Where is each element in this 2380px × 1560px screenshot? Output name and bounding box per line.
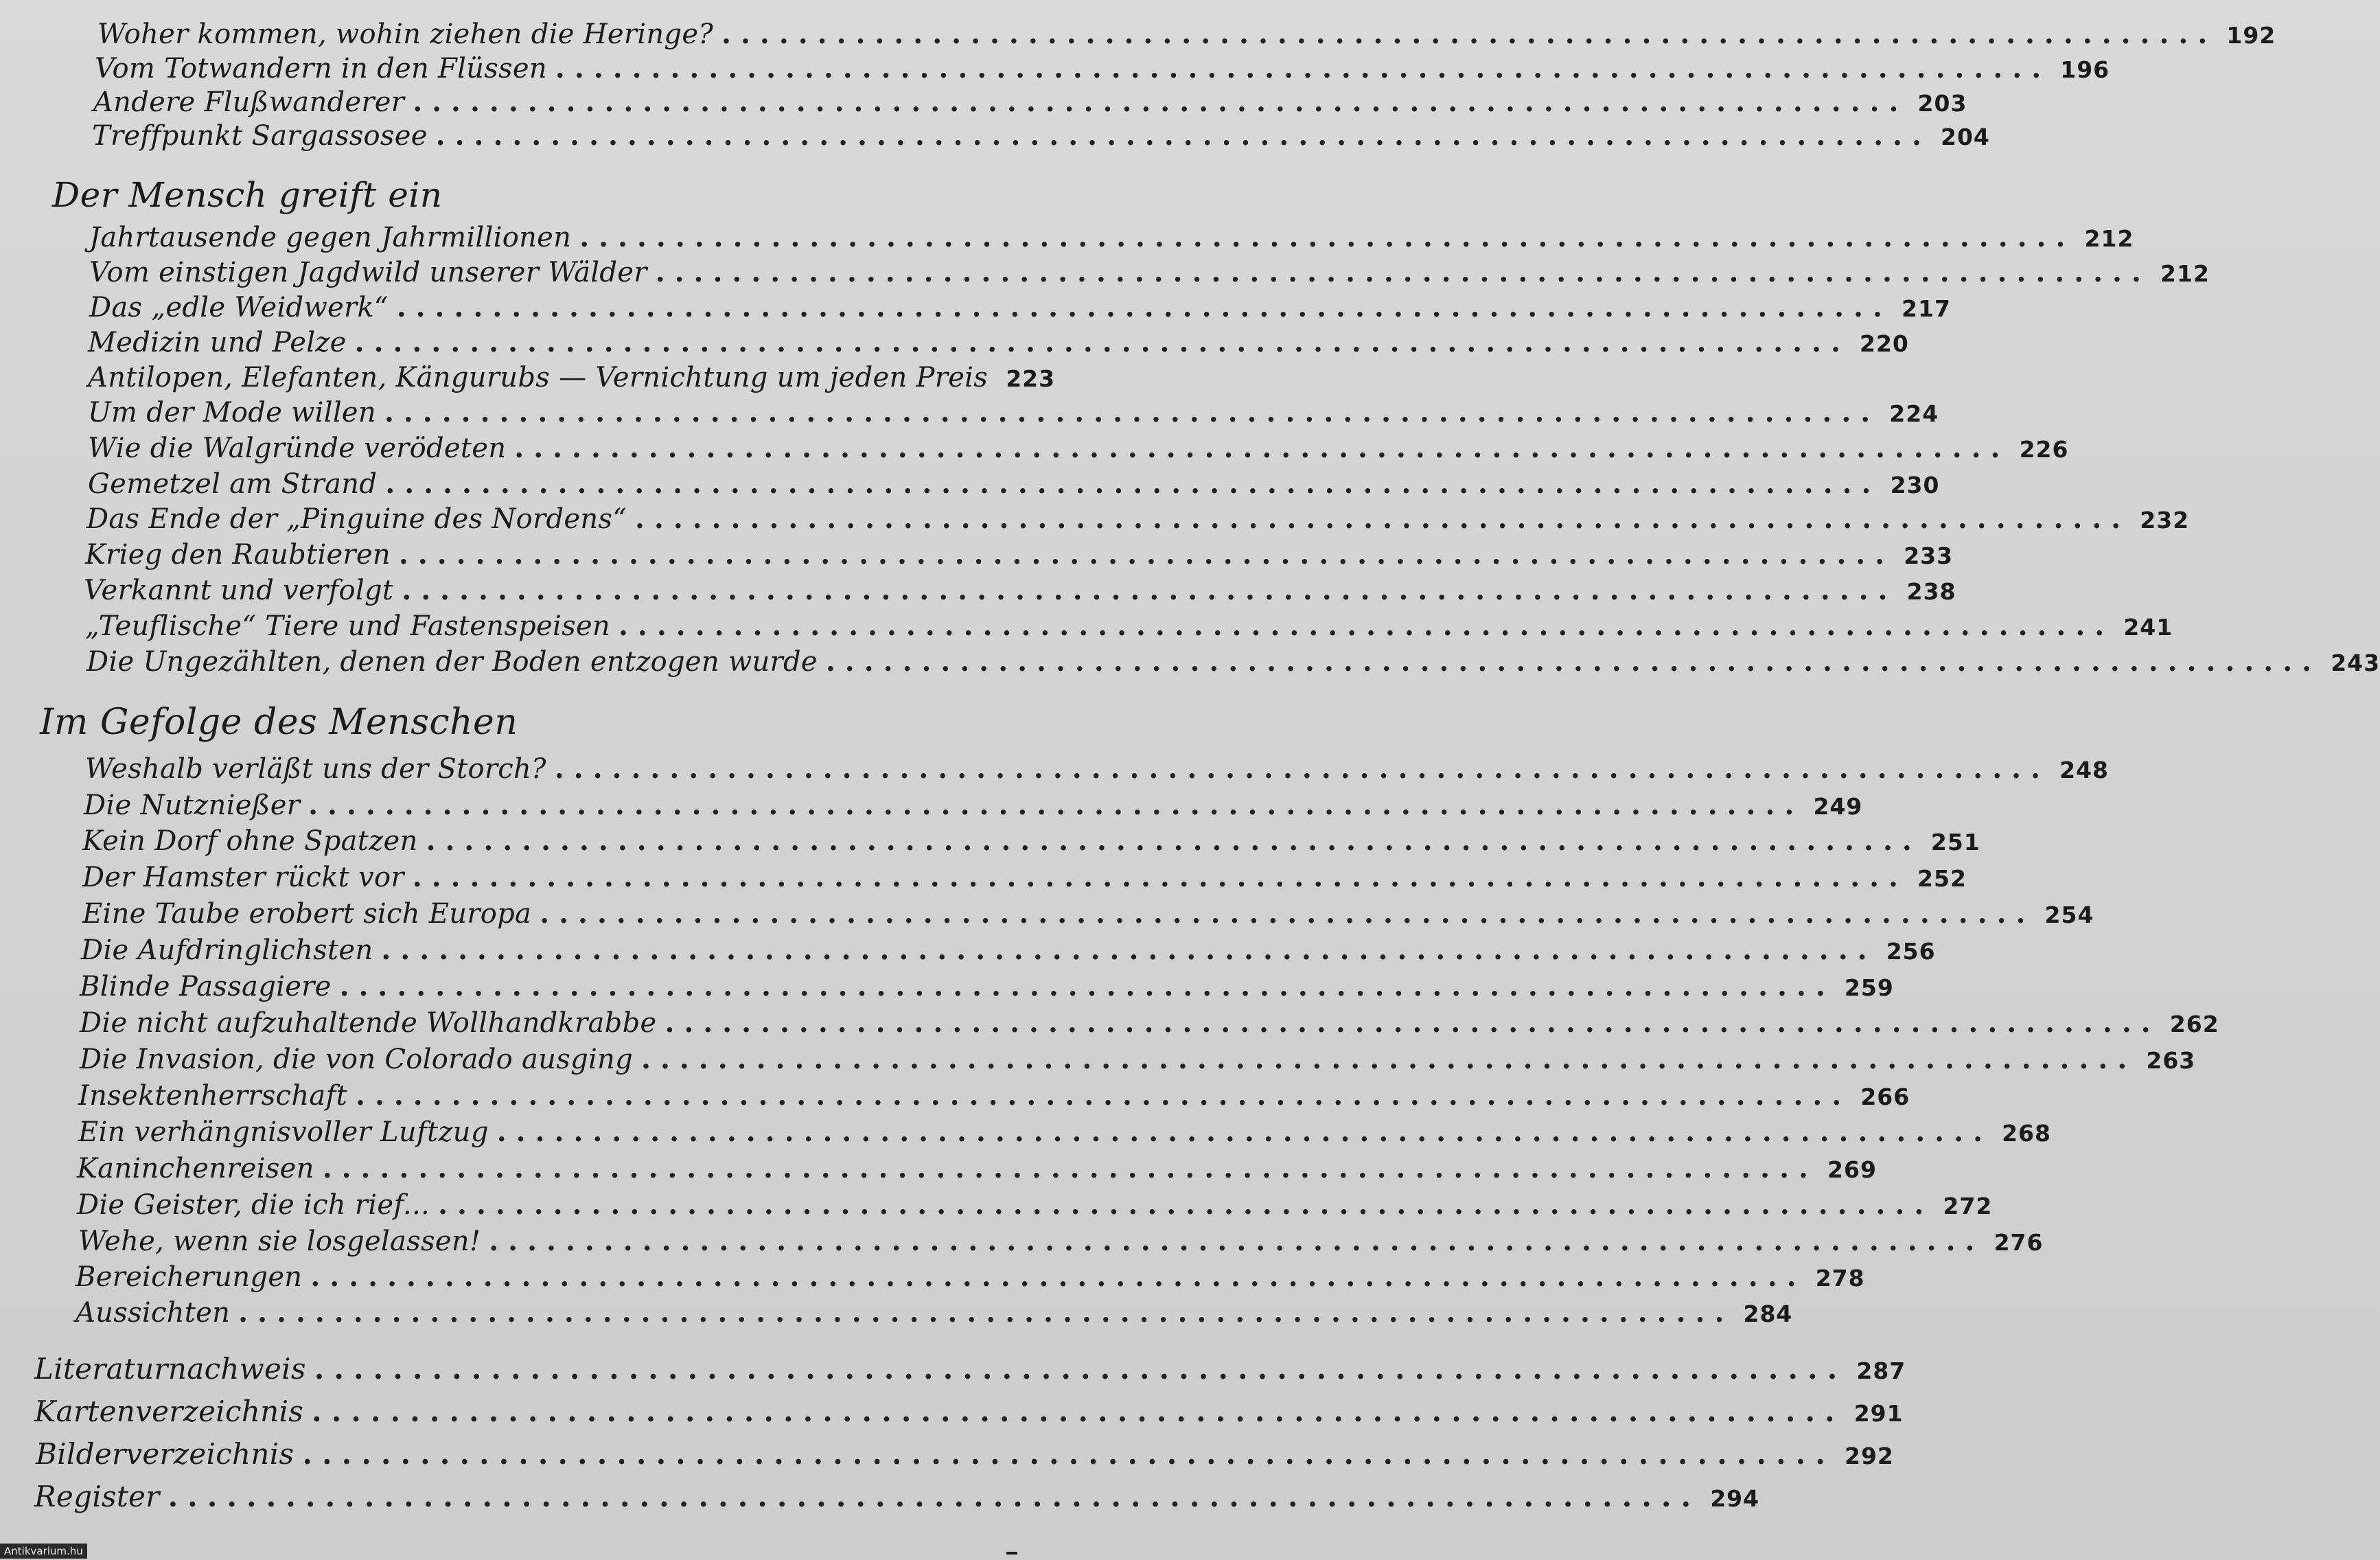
dot-leader: .............................................................................. [385,468,1881,500]
toc-entry-title: Die Ungezählten, denen der Boden entzogen wurde [86,646,818,678]
toc-entry-page: 203 [1917,90,1967,117]
toc-entry-page: 266 [1860,1083,1910,1110]
toc-entry-page: 287 [1856,1357,1906,1384]
toc-entry-page: 212 [2084,225,2134,252]
toc-entry-page: 249 [1813,793,1863,820]
dot-leader: .............................................................................. [426,825,1921,857]
dot-leader: .............................................................................. [641,1043,2137,1075]
toc-entry-page: 241 [2123,614,2173,641]
toc-entry [76,1259,1865,1295]
dot-leader: .............................................................................. [308,789,1804,821]
toc-entry [92,118,1990,154]
toc-entry-page: 223 [1006,365,1056,392]
toc-entry [77,1151,1877,1186]
toc-entry-page: 204 [1941,124,1990,150]
toc-entry-page: 268 [2002,1120,2051,1147]
dot-leader: .............................................................................. [322,1152,1818,1184]
toc-entry [82,860,1967,895]
toc-entry-page: 251 [1930,829,1980,856]
toc-entry-title: Aussichten [76,1297,231,1329]
toc-entry [97,16,2276,52]
toc-entry [93,84,1967,120]
toc-entry [78,1114,2051,1150]
toc-entry-page: 254 [2044,902,2094,928]
toc-entry-title: Wie die Walgründe verödeten [88,433,507,464]
dot-leader: .............................................................................. [496,1116,1992,1148]
dot-leader: .............................................................................. [435,119,1931,152]
toc-entry-title: Weshalb verläßt uns der Storch? [85,753,546,785]
dot-leader: .............................................................................. [619,610,2114,642]
dot-leader: .............................................................................. [339,970,1835,1002]
toc-entry-page: 238 [1906,578,1956,605]
dot-leader: .............................................................................. [354,326,1850,358]
toc-entry-page: 217 [1902,295,1951,322]
dot-leader: .............................................................................. [314,1352,1847,1386]
toc-entry-page: 226 [2019,436,2069,463]
toc-entry [89,290,1951,325]
toc-entry [89,255,2210,290]
dot-leader: .............................................................................. [579,221,2075,253]
dot-leader: .............................................................................. [514,432,2010,464]
toc-entry [88,466,1940,502]
toc-entry-title: Bilderverzeichnis [36,1437,294,1471]
toc-entry [78,1224,2044,1259]
dot-leader: .............................................................................. [554,753,2050,785]
toc-entry [80,1005,2219,1041]
toc-entry [84,788,1863,823]
toc-entry-title: Die Geister, die ich rief... [77,1189,430,1221]
toc-entry-page: 272 [1943,1193,1993,1219]
dot-leader: .............................................................................. [721,18,2217,50]
toc-entry-title: „Teuflische“ Tiere und Fastenspeisen [85,610,610,642]
toc-entry-title: Wehe, wenn sie losgelassen! [78,1226,481,1257]
toc-entry-page: 262 [2169,1011,2219,1037]
section-heading: Im Gefolge des Menschen [40,702,518,743]
toc-entry-page: 230 [1890,472,1940,498]
toc-entry-title: Das Ende der „Pinguine des Nordens“ [86,503,627,535]
toc-entry [34,1394,1904,1430]
toc-entry [78,1078,1910,1114]
toc-entry-title: Verkannt und verfolgt [84,575,394,606]
dot-leader: .............................................................................. [402,574,1897,606]
toc-entry-page: 248 [2059,757,2109,783]
toc-entry-page: 292 [1844,1443,1894,1469]
toc-entry-title: Das „edle Weidwerk“ [89,292,389,323]
toc-entry-page: 232 [2140,507,2190,534]
dot-leader: .............................................................................. [396,291,1892,323]
toc-entry-title: Vom Totwandern in den Flüssen [95,53,547,84]
dot-leader: .............................................................................. [634,503,2131,535]
toc-entry-title: Treffpunkt Sargassosee [92,120,428,152]
toc-entry-title: Kartenverzeichnis [34,1395,304,1428]
toc-entry-title: Woher kommen, wohin ziehen die Heringe? [97,19,714,50]
toc-entry-page: 278 [1815,1265,1865,1292]
dot-leader: .............................................................................. [381,934,1877,966]
toc-entry-page: 256 [1886,938,1936,965]
toc-entry [36,1436,1894,1472]
toc-entry [34,1351,1906,1387]
toc-entry [89,220,2134,255]
toc-entry-page: 243 [2331,650,2380,676]
page-edge-mark [1006,1552,1017,1555]
toc-entry-title: Andere Flußwanderer [93,87,405,118]
toc-entry-title: Bereicherungen [76,1261,303,1293]
dot-leader: .............................................................................. [384,396,1880,428]
toc-entry-title: Eine Taube erobert sich Europa [82,898,532,930]
toc-entry [80,1042,2196,1077]
toc-entry-title: Antilopen, Elefanten, Kängurubs — Vernichtung um jeden Preis [88,362,989,393]
watermark: Antikvarium.hu [0,1544,87,1559]
dot-leader: .............................................................................. [438,1189,1934,1221]
toc-entry-title: Blinde Passagiere [80,971,332,1002]
dot-leader: .............................................................................. [398,538,1895,571]
toc-entry-page: 196 [2060,56,2110,83]
dot-leader: .............................................................................. [167,1480,1701,1513]
dot-leader: .............................................................................. [665,1007,2160,1039]
toc-entry [88,360,1056,395]
toc-entry [81,932,1936,968]
toc-entry-title: Literaturnachweis [34,1352,306,1386]
dot-leader: .............................................................................. [555,52,2051,84]
toc-entry [86,501,2190,537]
toc-entry-title: Krieg den Raubtieren [85,539,391,571]
dot-leader: .............................................................................. [356,1079,1851,1112]
toc-entry-title: Die Nutznießer [84,790,301,821]
toc-entry-page: 192 [2226,22,2276,49]
dot-leader: .............................................................................. [238,1296,1734,1329]
toc-entry [86,644,2380,680]
toc-entry-title: Ein verhängnisvoller Luftzug [78,1116,489,1148]
toc-entry-title: Insektenherrschaft [78,1080,348,1112]
toc-entry [76,1295,1793,1331]
toc-entry-title: Kein Dorf ohne Spatzen [82,825,418,857]
toc-entry-page: 220 [1859,330,1909,357]
toc-entry [85,608,2173,644]
toc-entry [85,537,1954,573]
toc-entry [85,751,2109,787]
toc-entry-page: 284 [1743,1300,1793,1327]
toc-entry-title: Jahrtausende gegen Jahrmillionen [89,222,572,253]
toc-entry-page: 263 [2146,1047,2196,1074]
toc-entry-page: 291 [1853,1400,1904,1427]
dot-leader: .............................................................................. [310,1261,1806,1293]
toc-entry-title: Die nicht aufzuhaltende Wollhandkrabbe [80,1007,657,1039]
toc-entry-page: 276 [1994,1229,2044,1256]
toc-entry [77,1187,1993,1223]
toc-entry-title: Kaninchenreisen [77,1153,314,1184]
toc-entry-page: 224 [1889,400,1939,427]
toc-entry-title: Medizin und Pelze [88,327,347,358]
dot-leader: .............................................................................. [825,645,2322,678]
toc-entry [80,969,1894,1005]
dot-leader: .............................................................................. [312,1395,1845,1428]
toc-entry-title: Register [34,1480,160,1513]
dot-leader: .............................................................................. [413,86,1908,118]
toc-entry [88,325,1909,360]
toc-entry-title: Die Invasion, die von Colorado ausging [80,1044,634,1075]
toc-entry-page: 259 [1844,974,1894,1001]
dot-leader: .............................................................................. [655,256,2151,288]
toc-entry-page: 233 [1904,542,1954,569]
toc-entry-page: 269 [1827,1156,1877,1183]
toc-entry [82,896,2094,932]
toc-entry-page: 294 [1710,1485,1760,1512]
section-heading: Der Mensch greift ein [52,175,443,215]
dot-leader: .............................................................................. [412,861,1908,893]
toc-entry [88,431,2069,466]
toc-entry-title: Der Hamster rückt vor [82,862,404,893]
toc-entry-page: 212 [2160,260,2210,287]
toc-entry [88,395,1939,431]
toc-entry [95,51,2110,87]
toc-entry-title: Vom einstigen Jagdwild unserer Wälder [89,257,647,288]
toc-entry-page: 252 [1917,865,1967,892]
toc-entry-title: Gemetzel am Strand [88,468,378,500]
dot-leader: .............................................................................. [540,897,2035,930]
toc-entry [34,1479,1760,1515]
toc-entry [82,823,1980,859]
toc-entry [84,573,1956,608]
toc-entry-title: Um der Mode willen [88,397,376,428]
dot-leader: .............................................................................. [302,1437,1835,1471]
dot-leader: .............................................................................. [489,1225,1985,1257]
toc-entry-title: Die Aufdringlichsten [81,934,373,966]
